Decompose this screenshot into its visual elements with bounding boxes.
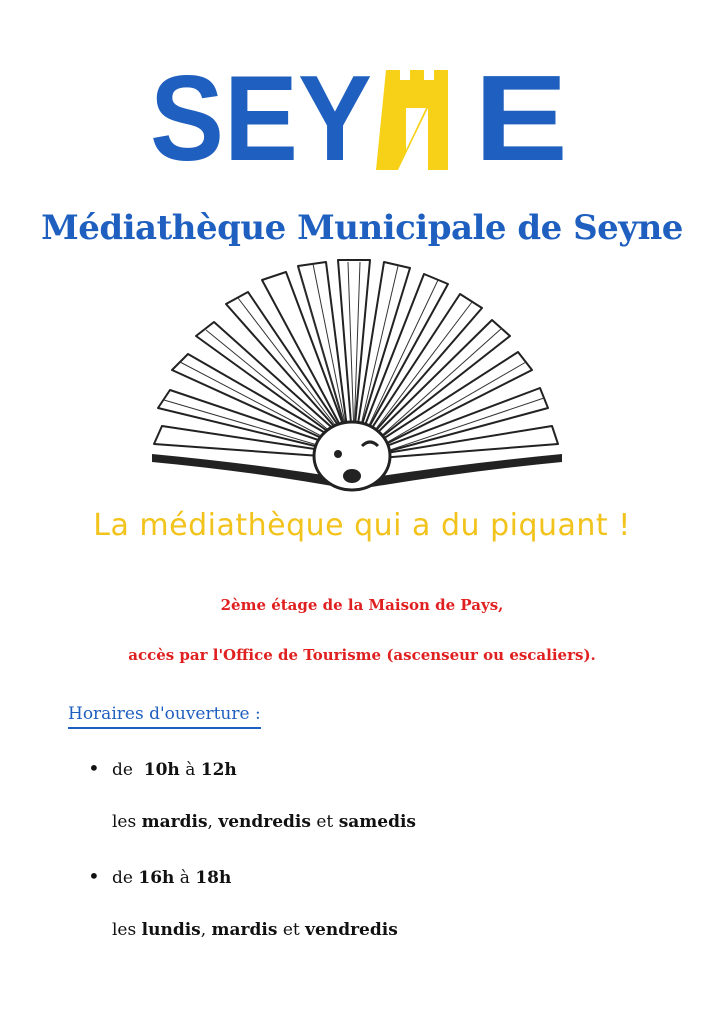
- days-comma: ,: [207, 812, 213, 832]
- days-and: et: [282, 920, 300, 940]
- day-3: samedis: [338, 812, 416, 832]
- time-separator: à: [185, 760, 196, 780]
- days-comma: ,: [200, 920, 207, 940]
- address-line-1: 2ème étage de la Maison de Pays,: [220, 596, 504, 614]
- logo-text-sey: SEY: [150, 62, 372, 170]
- logo-castle-n-icon: [376, 70, 448, 170]
- time-separator: à: [179, 868, 190, 888]
- page-title: Médiathèque Municipale de Seyne: [41, 208, 683, 248]
- schedule-item: [88, 864, 648, 942]
- hours-heading: Horaires d'ouverture :: [68, 704, 261, 729]
- schedule-time: [88, 864, 648, 888]
- time-start: 16h: [138, 868, 175, 888]
- day-2: mardis: [211, 920, 278, 940]
- days-prefix: les: [112, 812, 137, 832]
- time-prefix: de: [112, 760, 133, 780]
- bullet-icon: •: [88, 756, 100, 780]
- time-end: 18h: [195, 868, 232, 888]
- day-1: mardis: [141, 812, 208, 832]
- time-start: 10h: [143, 760, 180, 780]
- hedgehog-face: [314, 422, 390, 490]
- schedule-item: [88, 756, 648, 834]
- schedule-days: [88, 918, 648, 942]
- address-line-2: accès par l'Office de Tourisme (ascenseur ou escaliers).: [128, 646, 596, 664]
- seyne-logo: [150, 62, 580, 170]
- tagline: La médiathèque qui a du piquant !: [93, 508, 631, 543]
- schedule-time: [88, 756, 648, 780]
- days-prefix: les: [112, 920, 137, 940]
- day-2: vendredis: [218, 812, 311, 832]
- logo-text-e: E: [474, 62, 568, 170]
- time-prefix: de: [112, 868, 133, 888]
- bullet-icon: •: [88, 864, 100, 888]
- time-end: 12h: [200, 760, 237, 780]
- schedule-days: [88, 810, 648, 834]
- day-3: vendredis: [305, 920, 398, 940]
- day-1: lundis: [141, 920, 201, 940]
- days-and: et: [316, 812, 334, 832]
- hedgehog-book-icon: [148, 258, 568, 500]
